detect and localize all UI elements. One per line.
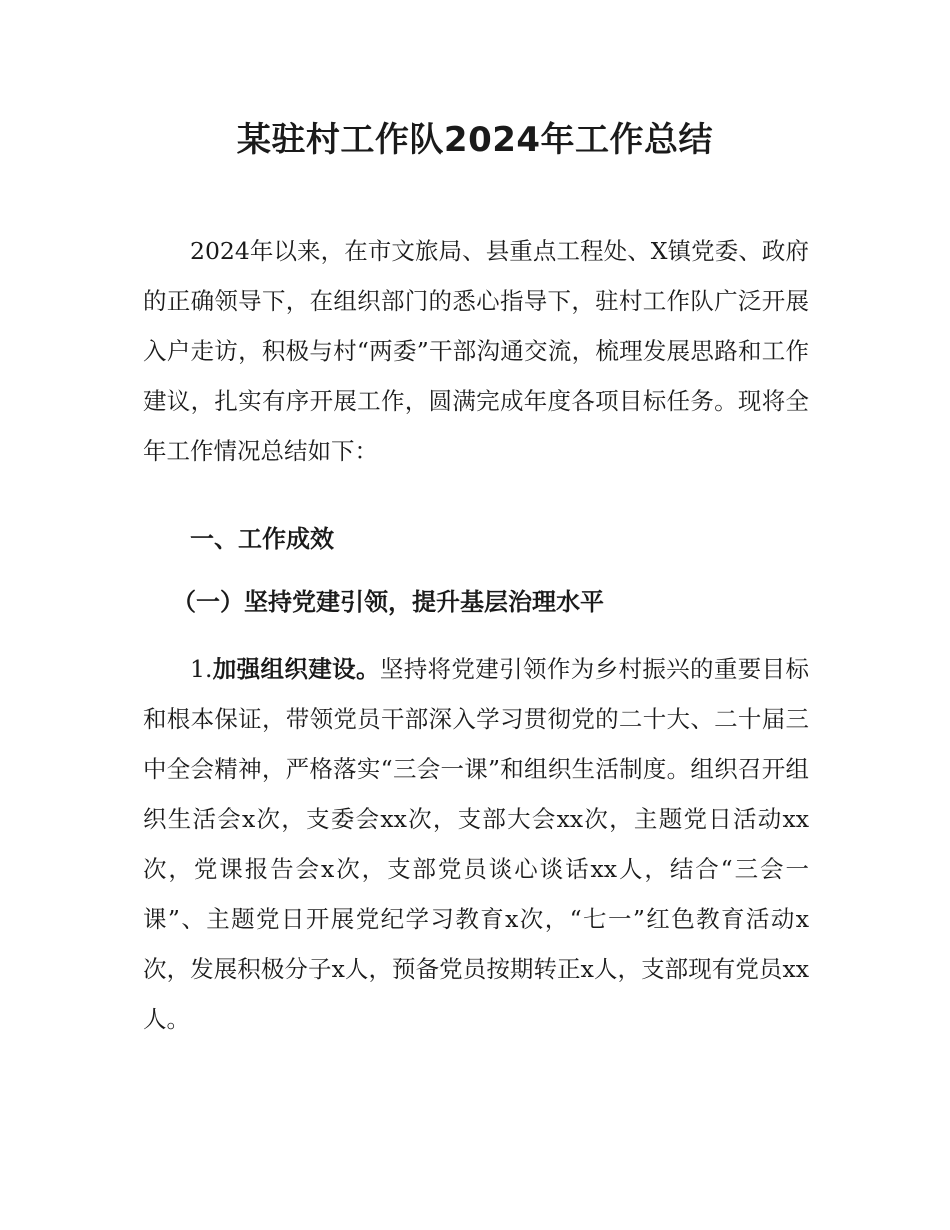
item-body-text: 坚持将党建引领作为乡村振兴的重要目标和根本保证，带领党员干部深入学习贯彻党的二十大、二十届三中全会精神，严格落实“三会一课”和组织生活制度。组织召开组织生活会x次，支委会xx次，支部大会xx次，主题党日活动xx次，党课报告会x次，支部党员谈心谈话xx人，结合“三会一课”、主题党日开展党纪学习教育x次，“七一”红色教育活动x次，发展积极分子x人，预备党员按期转正x人，支部现有党员xx人。 [143,655,810,1033]
item-paragraph-organization-building [143,644,809,1044]
intro-paragraph: 2024年以来，在市文旅局、县重点工程处、X镇党委、政府的正确领导下，在组织部门的悉心指导下，驻村工作队广泛开展入户走访，积极与村“两委”干部沟通交流，梳理发展思路和工作建议，扎实有序开展工作，圆满完成年度各项目标任务。现将全年工作情况总结如下： [143,237,809,465]
item-lead-bold: 加强组织建设。 [212,655,380,683]
subsection-heading-party-building: （一）坚持党建引领，提升基层治理水平 [172,588,604,616]
item-number: 1. [190,655,213,683]
document-title: 某驻村工作队2024年工作总结 [236,120,714,160]
section-heading-work-results: 一、工作成效 [190,525,334,553]
